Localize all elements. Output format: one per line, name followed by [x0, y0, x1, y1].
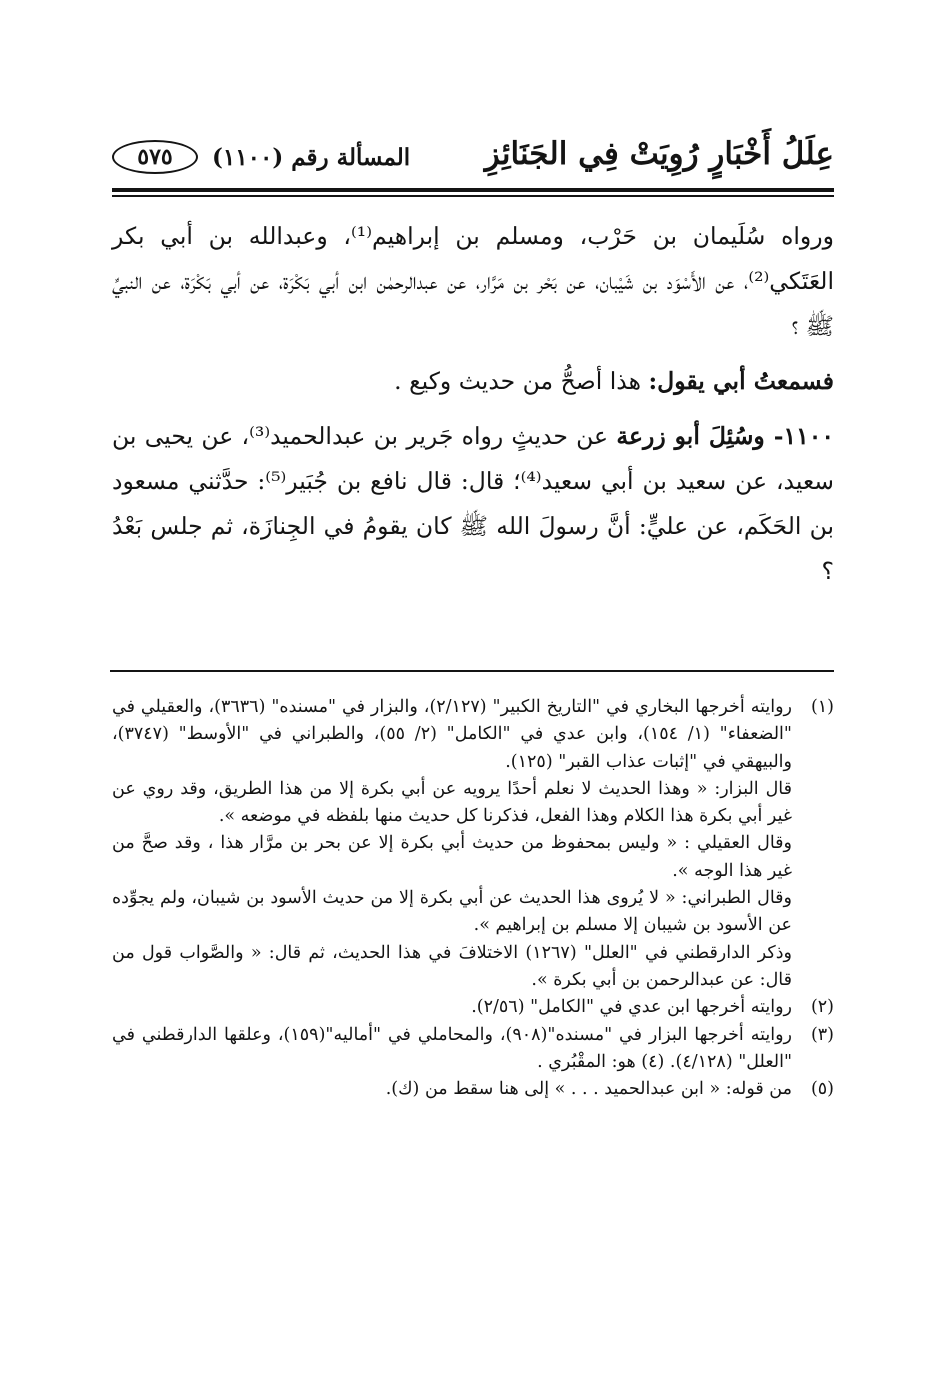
footnote-text: روايته أخرجها البزار في "مسنده"(٩٠٨)، والمحاملي في "أماليه"(١٥٩)، وعلقها الدارقطني في "العلل" (٤/١٢٨). (٤) هو: المقْبُري . [112, 1024, 793, 1072]
issue-label: المسألة رقم (١١٠٠) [212, 144, 411, 171]
running-header [112, 130, 834, 182]
footnotes [112, 694, 834, 1103]
paragraph-2-text: هذا أصحُّ من حديث وكيع . [394, 367, 649, 395]
book-title: عِلَلُ أَخْبَارٍ رُوِيَتْ فِي الجَنَائِزِ [484, 136, 834, 172]
footnote-text: وقال الطبراني: « لا يُروى هذا الحديث عن أبي بكرة إلا من حديث الأسود بن شيبان، ولم يجوِّده عن الأسود بن شيبان إلا مسلم بن إبراهيم ». [112, 888, 792, 936]
main-text [112, 214, 834, 594]
footnote-text: روايته أخرجها البخاري في "التاريخ الكبير" (٢/١٢٧)، والبزار في "مسنده" (٣٦٣٦)، والعقيلي في "الضعفاء" (١/ ١٥٤)، وابن عدي في "الكامل" (٢/ ٥٥)، والطبراني في "الأوسط" (٣٧٤٧)، والبيهقي في "إثبات عذاب القبر" (١٢٥). [112, 697, 792, 772]
page-number: ٥٧٥ [137, 144, 173, 170]
footnote-text: روايته أخرجها ابن عدي في "الكامل" (٢/٥٦). [471, 997, 792, 1018]
footnote-number: (١) [810, 697, 834, 717]
footnote-rule [110, 670, 834, 672]
paragraph-2-lead: فسمعتُ أبي يقول: [648, 367, 834, 395]
footnote-body [112, 994, 792, 1021]
footnote-3 [112, 1022, 834, 1077]
footnote-body [112, 694, 792, 994]
header-rule-thin [112, 195, 834, 197]
footnote-text: من قوله: « ابن عبدالحميد . . . » إلى هنا سقط من (ك). [385, 1079, 792, 1100]
paragraph-3-lead: ١١٠٠- وسُئِلَ أبو زرعة [616, 422, 834, 450]
footnote-text: وذكر الدارقطني في "العلل" (١٢٦٧) الاختلافَ في هذا الحديث، ثم قال: « والصَّواب قول من قال: عن عبدالرحمن بن أبي بكرة ». [112, 942, 793, 990]
footnote-body [112, 1022, 792, 1077]
footnote-1 [112, 694, 834, 994]
footnote-number: (٢) [810, 997, 834, 1018]
footnote-2 [112, 994, 834, 1021]
footnote-text: قال البزار: « وهذا الحديث لا نعلم أحدًا يرويه عن أبي بكرة إلا من هذا الطريق، وقد روي عن غير أبي بكرة هذا الكلام وهذا الفعل، فذكرنا كل حديث منها بلفظه في موضعه ». [112, 778, 792, 827]
paragraph-1: ورواه سُلَيمان بن حَرْب، ومسلم بن إبراهيم⁽¹⁾، وعبدالله بن أبي بكر العَتَكي⁽²⁾، عن الأَسْوَد بن شَيْبان، عن بَحْر بن مَرَّار، عن عبدالرحمٰن ابن أبي بَكْرَة، عن أبي بَكْرَة، عن النبيِّ ﷺ ؟ [112, 222, 834, 340]
paragraph-2 [112, 359, 834, 404]
header-rule-thick [112, 188, 834, 192]
page-number-badge [112, 140, 198, 174]
footnote-text: وقال العقيلي : « وليس بمحفوظ من حديث أبي بكرة إلا عن بحر بن مرَّار هذا ، وقد صحَّ من غير هذا الوجه ». [112, 833, 792, 881]
paragraph-3 [112, 414, 834, 594]
footnote-body [112, 1076, 792, 1103]
paragraph-3-text: عن حديثٍ رواه جَرير بن عبدالحميد⁽³⁾، عن يحيى بن سعيد، عن سعيد بن أبي سعيد⁽⁴⁾؛ قال: قال نافع بن جُبَير⁽⁵⁾: حدَّثني مسعود بن الحَكَم، عن عليٍّ: أنَّ رسولَ الله ﷺ كان يقومُ في الجِنازَة، ثم جلس بَعْدُ ؟ [112, 422, 834, 585]
footnote-number: (٥) [810, 1079, 834, 1100]
footnote-number: (٣) [810, 1024, 834, 1045]
footnote-5 [112, 1076, 834, 1103]
